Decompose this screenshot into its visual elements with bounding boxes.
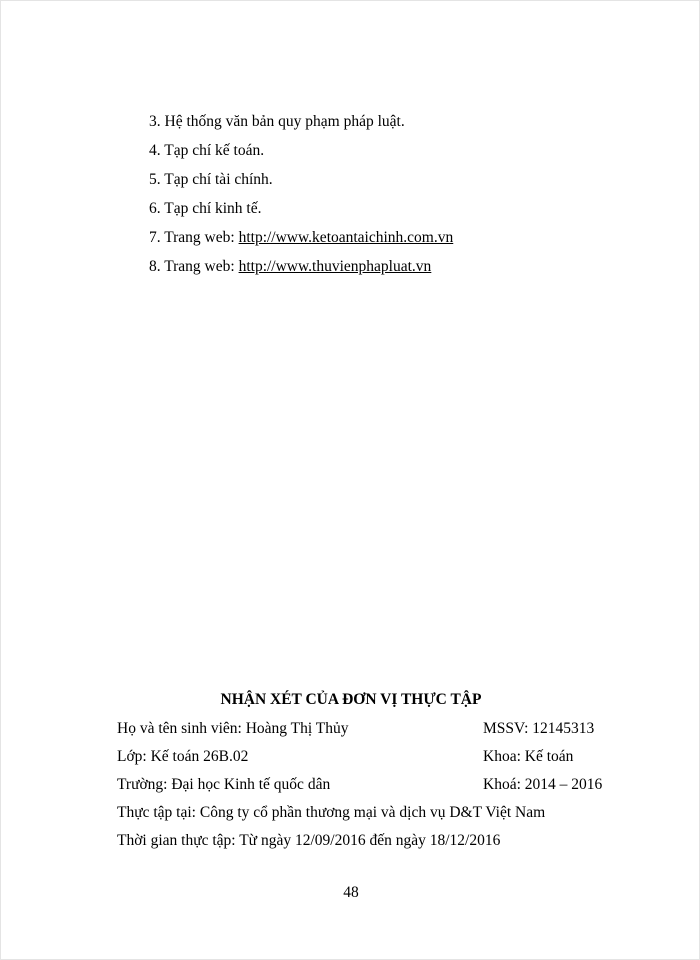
reference-item: 5. Tạp chí tài chính. xyxy=(149,171,273,188)
reference-link[interactable]: http://www.ketoantaichinh.com.vn xyxy=(238,229,454,246)
reference-item: 4. Tạp chí kế toán. xyxy=(149,142,265,159)
student-id: MSSV: 12145313 xyxy=(483,720,595,737)
student-name-row xyxy=(117,720,617,738)
evaluation-title: NHẬN XÉT CỦA ĐƠN VỊ THỰC TẬP xyxy=(220,691,482,708)
internship-period-row xyxy=(117,832,617,850)
internship-place-row xyxy=(117,804,617,822)
course: Khoá: 2014 – 2016 xyxy=(483,776,603,793)
school-row xyxy=(117,776,617,794)
faculty: Khoa: Kế toán xyxy=(483,748,574,765)
class-row xyxy=(117,748,617,766)
page-number: 48 xyxy=(343,884,359,901)
school: Trường: Đại học Kinh tế quốc dân xyxy=(117,776,331,793)
internship-period: Thời gian thực tập: Từ ngày 12/09/2016 đến ngày 18/12/2016 xyxy=(117,832,501,849)
reference-link[interactable]: http://www.thuvienphapluat.vn xyxy=(238,258,432,275)
reference-item: 8. Trang web: http://www.thuvienphapluat.vn xyxy=(149,258,432,275)
reference-item: 6. Tạp chí kinh tế. xyxy=(149,200,262,217)
internship-place: Thực tập tại: Công ty cổ phần thương mại và dịch vụ D&T Việt Nam xyxy=(117,804,546,821)
reference-item: 7. Trang web: http://www.ketoantaichinh.com.vn xyxy=(149,229,454,246)
student-name: Họ và tên sinh viên: Hoàng Thị Thủy xyxy=(117,720,349,737)
reference-item: 3. Hệ thống văn bản quy phạm pháp luật. xyxy=(149,113,405,130)
class: Lớp: Kế toán 26B.02 xyxy=(117,748,249,765)
reference-list xyxy=(149,114,453,288)
